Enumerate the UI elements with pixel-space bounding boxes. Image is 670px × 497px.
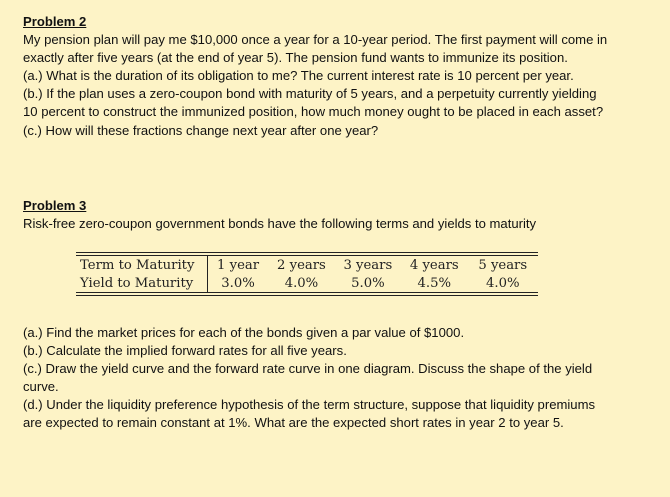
problem-3-question-c-continued: curve. <box>23 379 59 395</box>
problem-3-heading: Problem 3 <box>23 198 87 213</box>
problem-3-question-d-continued: are expected to remain constant at 1%. What are the expected short rates in year 2 to year 5. <box>23 415 564 431</box>
yield-cell: 5.0% <box>351 276 385 291</box>
problem-2-question-b-continued: 10 percent to construct the immunized position, how much money ought to be placed in each asset? <box>23 104 604 120</box>
problem-3-question-b: (b.) Calculate the implied forward rates for all five years. <box>23 343 347 359</box>
term-cell: 5 years <box>478 258 528 273</box>
term-row <box>76 256 538 274</box>
problem-2-question-c: (c.) How will these fractions change next year after one year? <box>23 122 379 138</box>
problem-3-question-d: (d.) Under the liquidity preference hypothesis of the term structure, suppose that liquidity premiums <box>23 397 596 413</box>
yield-table-frame <box>76 252 538 296</box>
problem-2-text-line: My pension plan will pay me $10,000 once a year for a 10-year period. The first payment will come in <box>23 32 608 48</box>
term-cell: 3 years <box>343 258 393 273</box>
problem-3-intro: Risk-free zero-coupon government bonds have the following terms and yields to maturity <box>23 216 537 232</box>
problem-3-questions <box>23 324 651 433</box>
yield-cell: 3.0% <box>221 276 255 291</box>
yield-row-label: Yield to Maturity <box>76 274 207 292</box>
problem-3-question-a: (a.) Find the market prices for each of the bonds given a par value of $1000. <box>23 325 465 340</box>
problem-3-section <box>23 197 651 233</box>
problem-2-heading: Problem 2 <box>23 14 87 29</box>
term-cell: 1 year <box>217 258 260 273</box>
yield-cell: 4.0% <box>485 276 520 291</box>
yield-row <box>76 274 538 292</box>
problem-2-question-a: (a.) What is the duration of its obligation to me? The current interest rate is 10 percent per year. <box>23 68 574 84</box>
yield-table <box>76 256 538 292</box>
yield-cell: 4.5% <box>417 276 452 291</box>
problem-2-section <box>23 13 651 140</box>
problem-2-question-b: (b.) If the plan uses a zero-coupon bond with maturity of 5 years, and a perpetuity currently yielding <box>23 86 597 102</box>
yield-cell: 4.0% <box>284 276 319 291</box>
term-cell: 4 years <box>409 258 459 273</box>
term-row-label: Term to Maturity <box>76 256 207 274</box>
term-cell: 2 years <box>277 258 326 273</box>
problem-3-question-c: (c.) Draw the yield curve and the forward rate curve in one diagram. Discuss the shape of the yield <box>23 361 593 377</box>
problem-2-text-line: exactly after five years (at the end of year 5). The pension fund wants to immunize its position. <box>23 50 568 66</box>
